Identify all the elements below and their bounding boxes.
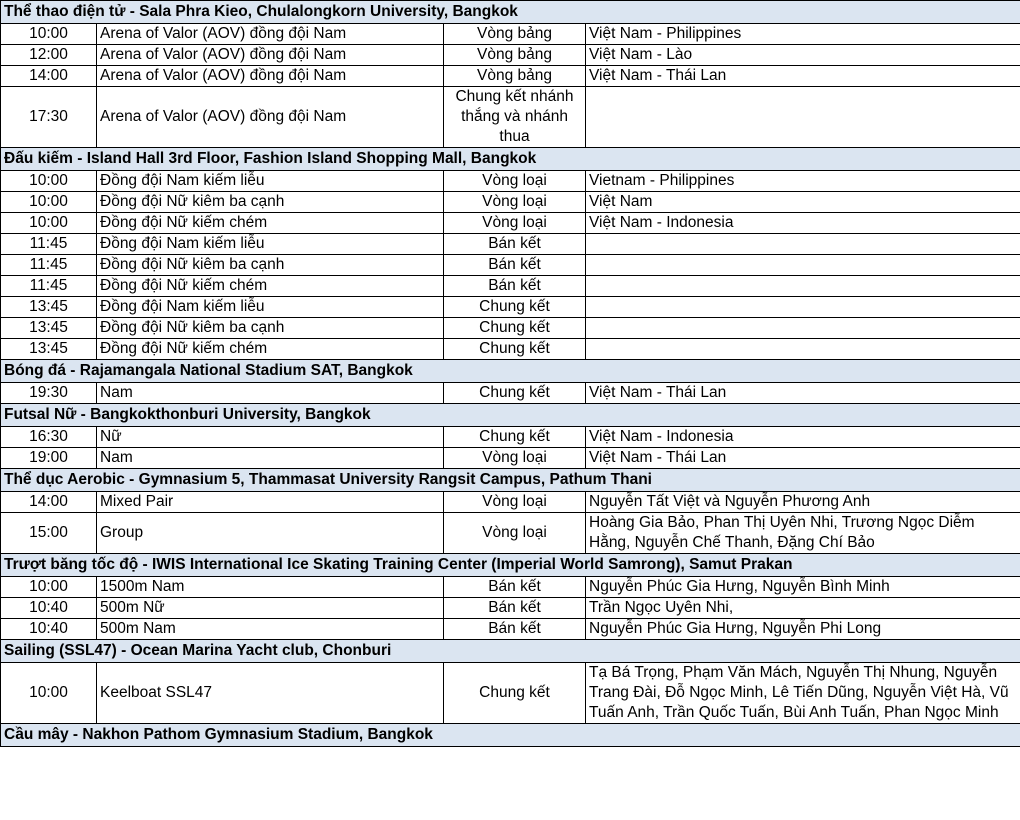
time-cell: 11:45 (1, 255, 97, 276)
round-cell: Vòng loại (444, 448, 586, 469)
detail-cell: Trần Ngọc Uyên Nhi, (586, 598, 1020, 619)
round-cell: Vòng loại (444, 513, 586, 554)
time-cell: 10:00 (1, 213, 97, 234)
round-cell: Bán kết (444, 577, 586, 598)
time-cell: 17:30 (1, 87, 97, 148)
table-row (1, 339, 1020, 360)
time-cell: 19:30 (1, 383, 97, 404)
schedule-body (1, 1, 1020, 747)
table-row (1, 255, 1020, 276)
table-row (1, 513, 1020, 554)
round-cell: Bán kết (444, 276, 586, 297)
time-cell: 10:00 (1, 192, 97, 213)
event-cell: Arena of Valor (AOV) đồng đội Nam (97, 45, 444, 66)
table-row (1, 66, 1020, 87)
detail-cell: Vietnam - Philippines (586, 171, 1020, 192)
section-title: Trượt băng tốc độ - IWIS International Ice Skating Training Center (Imperial World Samrong), Samut Prakan (1, 554, 1020, 577)
round-cell: Chung kết (444, 339, 586, 360)
section-title: Đấu kiếm - Island Hall 3rd Floor, Fashion Island Shopping Mall, Bangkok (1, 148, 1020, 171)
time-cell: 14:00 (1, 66, 97, 87)
event-cell: Đồng đội Nam kiếm liễu (97, 234, 444, 255)
round-cell: Bán kết (444, 255, 586, 276)
detail-cell: Nguyễn Tất Việt và Nguyễn Phương Anh (586, 492, 1020, 513)
round-cell: Vòng loại (444, 192, 586, 213)
time-cell: 10:00 (1, 577, 97, 598)
detail-cell (586, 276, 1020, 297)
time-cell: 13:45 (1, 318, 97, 339)
table-row (1, 192, 1020, 213)
event-cell: Arena of Valor (AOV) đồng đội Nam (97, 66, 444, 87)
event-cell: Đồng đội Nam kiếm liễu (97, 297, 444, 318)
round-cell: Chung kết (444, 427, 586, 448)
table-row (1, 297, 1020, 318)
time-cell: 13:45 (1, 297, 97, 318)
detail-cell (586, 318, 1020, 339)
section-header-row (1, 1, 1020, 24)
detail-cell: Việt Nam - Philippines (586, 24, 1020, 45)
table-row (1, 427, 1020, 448)
table-row (1, 234, 1020, 255)
section-header-row (1, 554, 1020, 577)
detail-cell: Việt Nam - Indonesia (586, 213, 1020, 234)
event-cell: Arena of Valor (AOV) đồng đội Nam (97, 87, 444, 148)
event-cell: Nam (97, 448, 444, 469)
event-cell: Nữ (97, 427, 444, 448)
detail-cell (586, 339, 1020, 360)
detail-cell: Việt Nam - Indonesia (586, 427, 1020, 448)
table-row (1, 87, 1020, 148)
round-cell: Vòng bảng (444, 45, 586, 66)
section-title: Thể thao điện tử - Sala Phra Kieo, Chulalongkorn University, Bangkok (1, 1, 1020, 24)
time-cell: 14:00 (1, 492, 97, 513)
time-cell: 10:40 (1, 598, 97, 619)
event-cell: Keelboat SSL47 (97, 663, 444, 724)
time-cell: 11:45 (1, 276, 97, 297)
round-cell: Vòng bảng (444, 24, 586, 45)
event-cell: Nam (97, 383, 444, 404)
detail-cell: Việt Nam - Thái Lan (586, 66, 1020, 87)
event-cell: Đồng đội Nam kiếm liễu (97, 171, 444, 192)
round-cell: Chung kết (444, 318, 586, 339)
table-row (1, 213, 1020, 234)
section-title: Sailing (SSL47) - Ocean Marina Yacht club, Chonburi (1, 640, 1020, 663)
detail-cell: Việt Nam - Lào (586, 45, 1020, 66)
round-cell: Vòng bảng (444, 66, 586, 87)
detail-cell: Tạ Bá Trọng, Phạm Văn Mách, Nguyễn Thị Nhung, Nguyễn Trang Đài, Đỗ Ngọc Minh, Lê Tiến Dũng, Nguyễn Việt Hà, Vũ Tuấn Anh, Trần Quốc Tuấn, Bùi Anh Tuấn, Phan Ngọc Minh (586, 663, 1020, 724)
round-cell: Chung kết (444, 297, 586, 318)
event-cell: Đồng đội Nữ kiêm ba cạnh (97, 192, 444, 213)
table-row (1, 45, 1020, 66)
event-cell: Đồng đội Nữ kiêm ba cạnh (97, 318, 444, 339)
time-cell: 19:00 (1, 448, 97, 469)
section-header-row (1, 469, 1020, 492)
event-cell: Đồng đội Nữ kiếm chém (97, 276, 444, 297)
table-row (1, 318, 1020, 339)
table-row (1, 24, 1020, 45)
round-cell: Chung kết (444, 383, 586, 404)
table-row (1, 577, 1020, 598)
time-cell: 11:45 (1, 234, 97, 255)
time-cell: 15:00 (1, 513, 97, 554)
round-cell: Chung kết (444, 663, 586, 724)
detail-cell: Việt Nam - Thái Lan (586, 383, 1020, 404)
event-cell: 500m Nữ (97, 598, 444, 619)
section-title: Thể dục Aerobic - Gymnasium 5, Thammasat University Rangsit Campus, Pathum Thani (1, 469, 1020, 492)
round-cell: Vòng loại (444, 171, 586, 192)
time-cell: 12:00 (1, 45, 97, 66)
event-cell: Đồng đội Nữ kiếm chém (97, 213, 444, 234)
detail-cell: Hoàng Gia Bảo, Phan Thị Uyên Nhi, Trương Ngọc Diễm Hằng, Nguyễn Chế Thanh, Đặng Chí Bảo (586, 513, 1020, 554)
round-cell: Chung kết nhánh thắng và nhánh thua (444, 87, 586, 148)
section-header-row (1, 404, 1020, 427)
round-cell: Bán kết (444, 619, 586, 640)
section-header-row (1, 148, 1020, 171)
table-row (1, 598, 1020, 619)
detail-cell: Nguyễn Phúc Gia Hưng, Nguyễn Phi Long (586, 619, 1020, 640)
time-cell: 10:00 (1, 663, 97, 724)
event-cell: 500m Nam (97, 619, 444, 640)
round-cell: Vòng loại (444, 492, 586, 513)
section-header-row (1, 640, 1020, 663)
table-row (1, 492, 1020, 513)
detail-cell (586, 297, 1020, 318)
detail-cell (586, 87, 1020, 148)
detail-cell: Nguyễn Phúc Gia Hưng, Nguyễn Bình Minh (586, 577, 1020, 598)
round-cell: Bán kết (444, 598, 586, 619)
section-title: Bóng đá - Rajamangala National Stadium SAT, Bangkok (1, 360, 1020, 383)
event-cell: Mixed Pair (97, 492, 444, 513)
event-cell: Đồng đội Nữ kiếm chém (97, 339, 444, 360)
event-cell: Group (97, 513, 444, 554)
detail-cell (586, 255, 1020, 276)
time-cell: 10:00 (1, 24, 97, 45)
event-cell: Đồng đội Nữ kiêm ba cạnh (97, 255, 444, 276)
detail-cell: Việt Nam (586, 192, 1020, 213)
event-cell: 1500m Nam (97, 577, 444, 598)
section-header-row (1, 360, 1020, 383)
time-cell: 13:45 (1, 339, 97, 360)
table-row (1, 276, 1020, 297)
detail-cell: Việt Nam - Thái Lan (586, 448, 1020, 469)
table-row (1, 383, 1020, 404)
table-row (1, 448, 1020, 469)
section-header-row (1, 724, 1020, 747)
section-title: Futsal Nữ - Bangkokthonburi University, Bangkok (1, 404, 1020, 427)
detail-cell (586, 234, 1020, 255)
round-cell: Bán kết (444, 234, 586, 255)
round-cell: Vòng loại (444, 213, 586, 234)
table-row (1, 663, 1020, 724)
time-cell: 10:00 (1, 171, 97, 192)
time-cell: 10:40 (1, 619, 97, 640)
table-row (1, 171, 1020, 192)
time-cell: 16:30 (1, 427, 97, 448)
section-title: Cầu mây - Nakhon Pathom Gymnasium Stadium, Bangkok (1, 724, 1020, 747)
event-cell: Arena of Valor (AOV) đồng đội Nam (97, 24, 444, 45)
table-row (1, 619, 1020, 640)
